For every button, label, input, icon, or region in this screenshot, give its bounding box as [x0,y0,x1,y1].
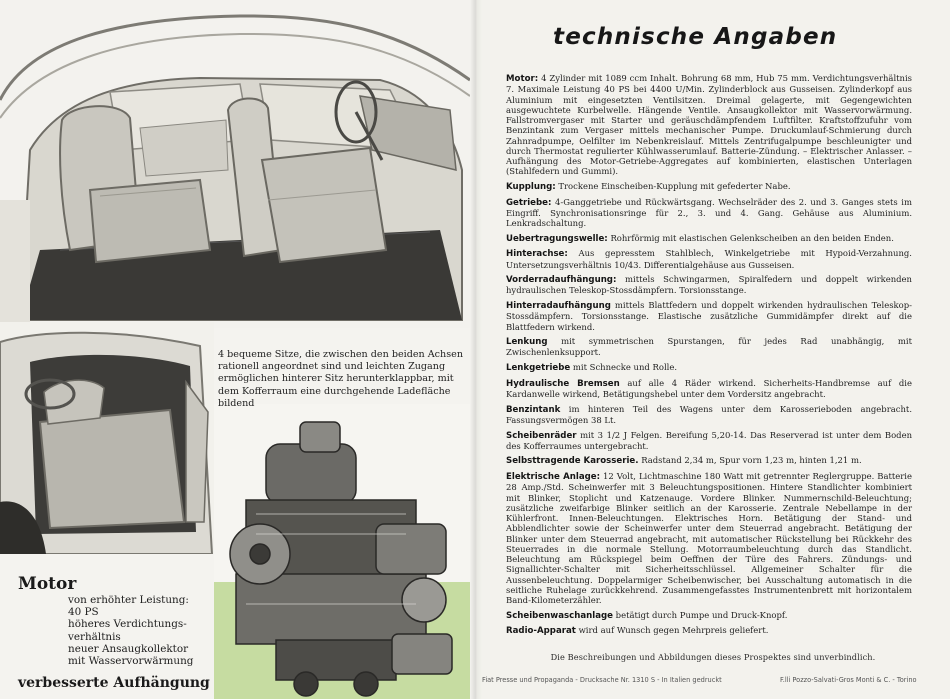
spec-paragraph [506,625,912,636]
spec-label: Hinterachse: [506,249,568,260]
spec-label: Motor: [506,74,539,84]
spec-text: 4 Zylinder mit 1089 ccm Inhalt. Bohrung 68 mm, Hub 75 mm. Verdichtungsverhältnis 7. Maximale Leistung 40 PS bei 4400 U/Min. Zylinderblock aus Gusseisen. Zylinderkopf aus Aluminium mit eingesetzten Ventilsitzen. Dreimal gelagerte, mit Gegengewichten ausgewuchtete Kurbelwelle. Hängende Ventile. Ansaugkollektor mit Wasservorwärmung. Fallstromvergaser mit Starter und geräuschdämpfendem Luftfilter. Kraftstoffzufuhr vom Benzintank zum Vergaser mittels mechanischer Pumpe. Druckumlauf-Schmierung durch Zahnradpumpe, Oelfilter im Nebenkreislauf. Mittels Zentrifugalpumpe beschleunigter und durch Thermostat regulierter Kühlwasserumlauf. Batterie-Zündung. – Elektrischer Anlasser. – Aufhängung des Motor-Getriebe-Aggregates auf kombinierten, elastischen Unterlagen (Stahlfedern und Gummi). [506,73,912,177]
spec-label: Lenkgetriebe [506,363,571,374]
spec-paragraph [506,181,912,192]
spec-paragraph [506,455,912,466]
spec-label: Vorderradaufhängung: [506,275,617,286]
spec-text: Trockene Einscheiben-Kupplung mit gefederter Nabe. [558,180,791,191]
spec-paragraph [506,197,912,229]
spec-label: Uebertragungswelle: [506,233,608,244]
page-title: technische Angaben [553,24,838,50]
spec-paragraph [506,404,912,426]
printer-credit: F.lli Pozzo-Salvati-Gros Monti & C. - Torino [780,676,917,684]
spec-text: wird auf Wunsch gegen Mehrpreis geliefert. [578,625,769,636]
suspension-heading: verbesserte Aufhängung [18,675,210,691]
motor-feature-item: von erhöhter Leistung: [68,594,189,606]
spec-paragraph [506,248,912,270]
spec-paragraph [506,73,912,177]
spec-label: Hydraulische Bremsen [506,378,620,389]
spec-label: Getriebe: [506,197,552,208]
spec-paragraph [506,471,912,605]
spec-text: auf alle 4 Räder wirkend. Sicherheits-Handbremse auf die Kardanwelle wirkend, Betätigungshebel unter dem Vordersitz angebracht. [506,377,912,400]
spec-text: Radstand 2,34 m, Spur vorn 1,23 m, hinten 1,21 m. [641,455,862,466]
spec-label: Hinterradaufhängung [506,301,611,312]
spec-paragraph [506,233,912,244]
motor-feature-item: mit Wasservorwärmung [68,655,194,668]
motor-feature-item: 40 PS [68,606,99,619]
spec-text: Rohrförmig mit elastischen Gelenkscheiben an den beiden Enden. [610,232,894,243]
print-imprint: Fiat Presse und Propaganda - Drucksache Nr. 1310 S - In Italien gedruckt [482,676,722,684]
spec-label: Elektrische Anlage: [506,472,601,483]
spec-label: Scheibenwaschanlage [506,610,613,621]
spec-text: mit symmetrischen Spurstangen, für jedes Rad unabhängig, mit Zwischenlenksupport. [506,336,913,358]
motor-feature-item: höheres Verdichtungs- [68,618,187,631]
motor-heading: Motor [18,574,77,594]
spec-text: mit 3 1/2 J Felgen. Bereifung 5,20-14. Das Reserverad ist unter dem Boden des Kofferraumes untergebracht. [506,429,913,451]
spec-text: mit Schnecke und Rolle. [572,362,678,373]
spec-label: Scheibenräder [506,430,577,441]
spec-paragraph [506,378,912,400]
disclaimer: Die Beschreibungen und Abbildungen dieses Prospektes sind unverbindlich. [550,652,876,662]
spec-paragraph [506,362,912,373]
spec-text: mittels Schwingarmen, Spiralfedern und doppelt wirkenden hydraulischen Teleskop-Stossdämpfern. Torsionsstange. [506,274,912,296]
car-interior-illustration [0,0,470,328]
engine-illustration [196,404,470,699]
page-fold [470,0,482,699]
motor-feature-item: verhältnis [68,630,121,643]
spec-label: Selbsttragende Karosserie. [506,456,639,467]
spec-paragraph [506,300,912,332]
spec-text: betätigt durch Pumpe und Druck-Knopf. [615,609,788,620]
seating-caption: 4 bequeme Sitze, die zwischen den beiden Achsen rationell angeordnet sind und leichten Zugang ermöglichen hinterer Sitz herunterklappbar, mit dem Kofferraum eine durchgehende Ladefläche bildend [218,349,464,409]
spec-text: 4-Ganggetriebe und Rückwärtsgang. Wechselräder des 2. und 3. Ganges stets im Eingriff. Synchronisationsringe für 2., 3. und 4. Gang. Gehäuse aus Aluminium. Lenkradschaltung. [506,196,912,229]
spec-paragraph [506,610,912,621]
spec-text: 12 Volt, Lichtmaschine 180 Watt mit getrennter Reglergruppe. Batterie 28 Amp./Std. Scheinwerfer mit 3 Beleuchtungspositionen. Hintere Standlichter kombiniert mit Blinker, Stoplicht und Katzenauge. Vordere Blinker. Nummernschild-Beleuchtung; zusätzliche zweifarbige Blinker seitlich an der Karosserie. Zentrale Nebellampe in der Kühlerfront. Innen-Beleuchtungen. Elektrisches Horn. Betätigung der Stand- und Abblendlichter sowie der Scheinwerfer unter dem Steuerrad angebracht. Betätigung der Blinker unter dem Steuerrad angebracht, mit automatischer Rückstellung bei Rückkehr des Steuerrades in die normale Stellung. Motorraumbeleuchtung durch das Standlicht. Beleuchtung am Rückspiegel beim Oeffnen der Türe des Fahrers. Zündungs- und Signallichter-Schalter mit Sicherheitsschlüssel. Allgemeiner Schalter für die Aussenbeleuchtung. Doppelarmiger Scheibenwischer, bei Ausschaltung automatisch in die seitliche Ruhelage zurückkehrend. Zusammengefasstes Instrumentenbrett mit horizontalem Band-Kilometerzähler. [506,471,912,606]
spec-label: Lenkung [506,337,548,348]
trunk-illustration [0,322,214,554]
spec-paragraph [506,430,912,452]
spec-paragraph [506,274,912,296]
spec-label: Radio-Apparat [506,626,576,637]
spec-label: Kupplung: [506,181,556,192]
spec-list [506,73,912,641]
spec-label: Benzintank [506,404,561,415]
motor-feature-item: neuer Ansaugkollektor [68,642,189,655]
motor-feature-list [68,594,218,667]
spec-text: im hinteren Teil des Wagens unter dem Karosserieboden angebracht. Fassungsvermögen 38 Lt. [506,403,913,425]
spec-text: Aus gepresstem Stahlblech, Winkelgetriebe mit Hypoid-Verzahnung. Untersetzungsverhältnis 10/43. Differentialgehäuse aus Gusseisen. [506,248,912,270]
spec-paragraph [506,336,912,358]
spec-text: mittels Blattfedern und doppelt wirkenden hydraulischen Teleskop-Stossdämpfern. Torsionsstange. Elastische zusätzliche Gummidämpfer direkt auf die Blattfedern wirkend. [506,300,912,332]
